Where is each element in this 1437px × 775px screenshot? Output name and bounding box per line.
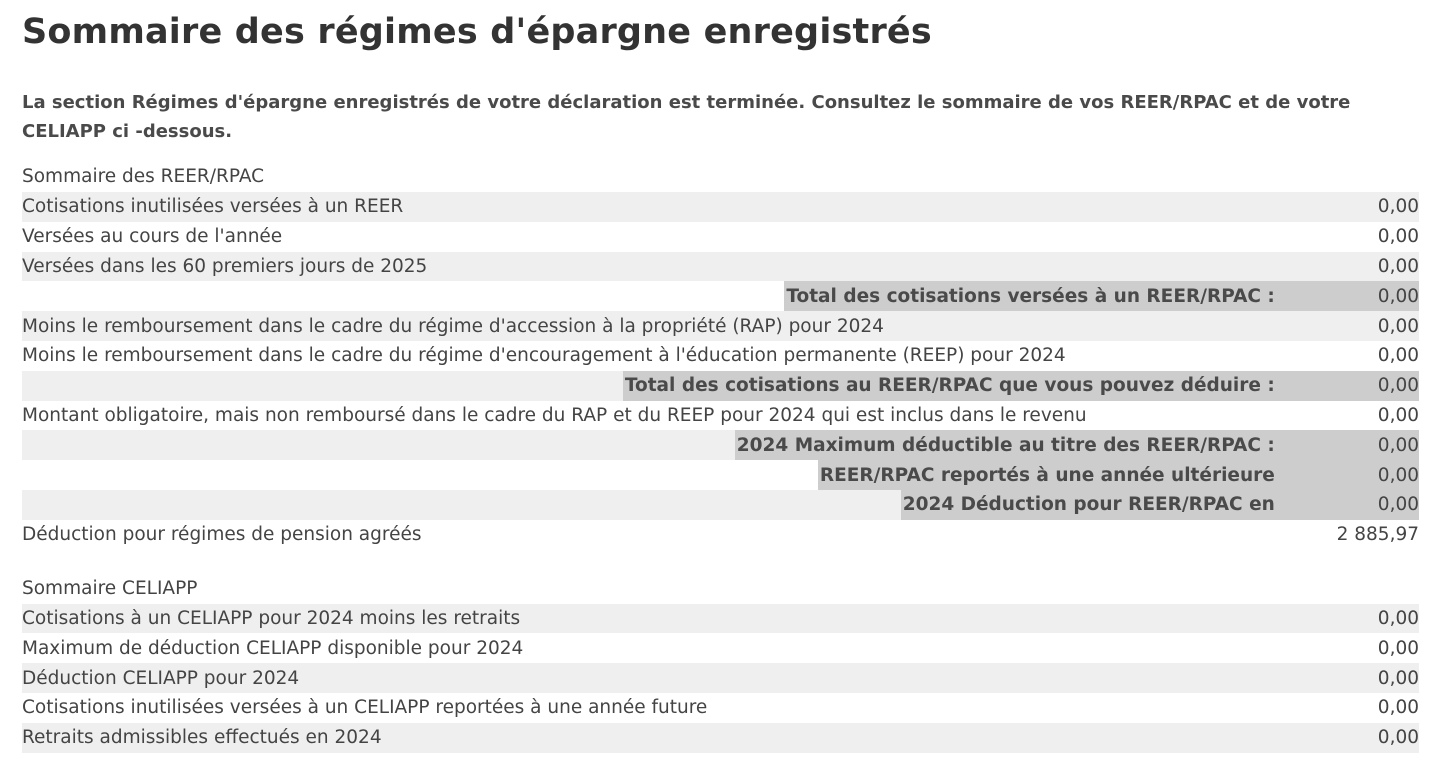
row-rpp-deduction — [22, 520, 1419, 550]
row-label: Maximum de déduction CELIAPP disponible pour 2024 — [22, 637, 524, 659]
row-value: 0,00 — [1377, 404, 1419, 426]
row-value: 0,00 — [1377, 196, 1419, 218]
row-fhsa-max-deduction — [22, 633, 1419, 663]
row-label: Versées au cours de l'année — [22, 226, 283, 248]
row-value: 0,00 — [1377, 727, 1419, 749]
total-carried-forward-row — [22, 460, 1419, 490]
row-contributed-first-60-days — [22, 252, 1419, 282]
rrsp-section-heading: Sommaire des REER/RPAC — [22, 166, 265, 187]
row-value: 0,00 — [1377, 667, 1419, 689]
total-max-deductible-row — [22, 430, 1419, 460]
row-fhsa-contributions — [22, 604, 1419, 634]
row-label: Déduction pour régimes de pension agréés — [22, 524, 422, 546]
row-label: Cotisations inutilisées versées à un REER — [22, 196, 404, 218]
summary-page — [22, 0, 1419, 753]
row-value: 0,00 — [1377, 345, 1419, 367]
row-label: Montant obligatoire, mais non remboursé dans le cadre du RAP et du REEP pour 2024 qui est inclus dans le revenu — [22, 404, 1087, 426]
total-label: 2024 Déduction pour REER/RPAC en — [901, 490, 1378, 520]
fhsa-section-heading: Sommaire CELIAPP — [22, 577, 198, 599]
total-value: 0,00 — [1378, 281, 1419, 311]
row-label: Versées dans les 60 premiers jours de 2025 — [22, 255, 428, 277]
total-rrsp-contributions-row — [22, 281, 1419, 311]
total-label: Total des cotisations versées à un REER/RPAC : — [784, 281, 1377, 311]
total-label: 2024 Maximum déductible au titre des REER/RPAC : — [735, 430, 1378, 460]
total-value: 0,00 — [1378, 371, 1419, 401]
row-fhsa-unused-carried-forward — [22, 693, 1419, 723]
row-value: 0,00 — [1377, 315, 1419, 337]
row-label: Cotisations inutilisées versées à un CELIAPP reportées à une année future — [22, 697, 708, 719]
row-label: Retraits admissibles effectués en 2024 — [22, 727, 382, 749]
row-label: Moins le remboursement dans le cadre du régime d'accession à la propriété (RAP) pour 2024 — [22, 315, 884, 337]
total-label: REER/RPAC reportés à une année ultérieure — [818, 460, 1378, 490]
row-value: 2 885,97 — [1336, 524, 1419, 546]
row-fhsa-qualifying-withdrawals — [22, 723, 1419, 753]
row-label: Déduction CELIAPP pour 2024 — [22, 667, 300, 689]
row-value: 0,00 — [1377, 226, 1419, 248]
row-contributed-during-year — [22, 222, 1419, 252]
row-value: 0,00 — [1377, 697, 1419, 719]
row-hbp-repayment — [22, 311, 1419, 341]
row-llp-repayment — [22, 341, 1419, 371]
row-required-not-repaid — [22, 401, 1419, 431]
page-title: Sommaire des régimes d'épargne enregistrés — [22, 12, 932, 52]
row-fhsa-deduction — [22, 663, 1419, 693]
row-label: Cotisations à un CELIAPP pour 2024 moins les retraits — [22, 607, 521, 629]
total-rrsp-deduction-row — [22, 490, 1419, 520]
row-label: Moins le remboursement dans le cadre du régime d'encouragement à l'éducation permanente (REEP) pour 2024 — [22, 345, 1066, 367]
total-deductible-contributions-row — [22, 371, 1419, 401]
intro-text: La section Régimes d'épargne enregistrés de votre déclaration est terminée. Consultez le sommaire de vos REER/RPAC et de votre CELIAPP ci -dessous. — [22, 92, 1351, 142]
row-value: 0,00 — [1377, 607, 1419, 629]
total-value: 0,00 — [1378, 490, 1419, 520]
total-label: Total des cotisations au REER/RPAC que vous pouvez déduire : — [623, 371, 1378, 401]
row-value: 0,00 — [1377, 637, 1419, 659]
row-unused-rrsp-contributions — [22, 192, 1419, 222]
row-value: 0,00 — [1377, 255, 1419, 277]
total-value: 0,00 — [1378, 460, 1419, 490]
total-value: 0,00 — [1378, 430, 1419, 460]
